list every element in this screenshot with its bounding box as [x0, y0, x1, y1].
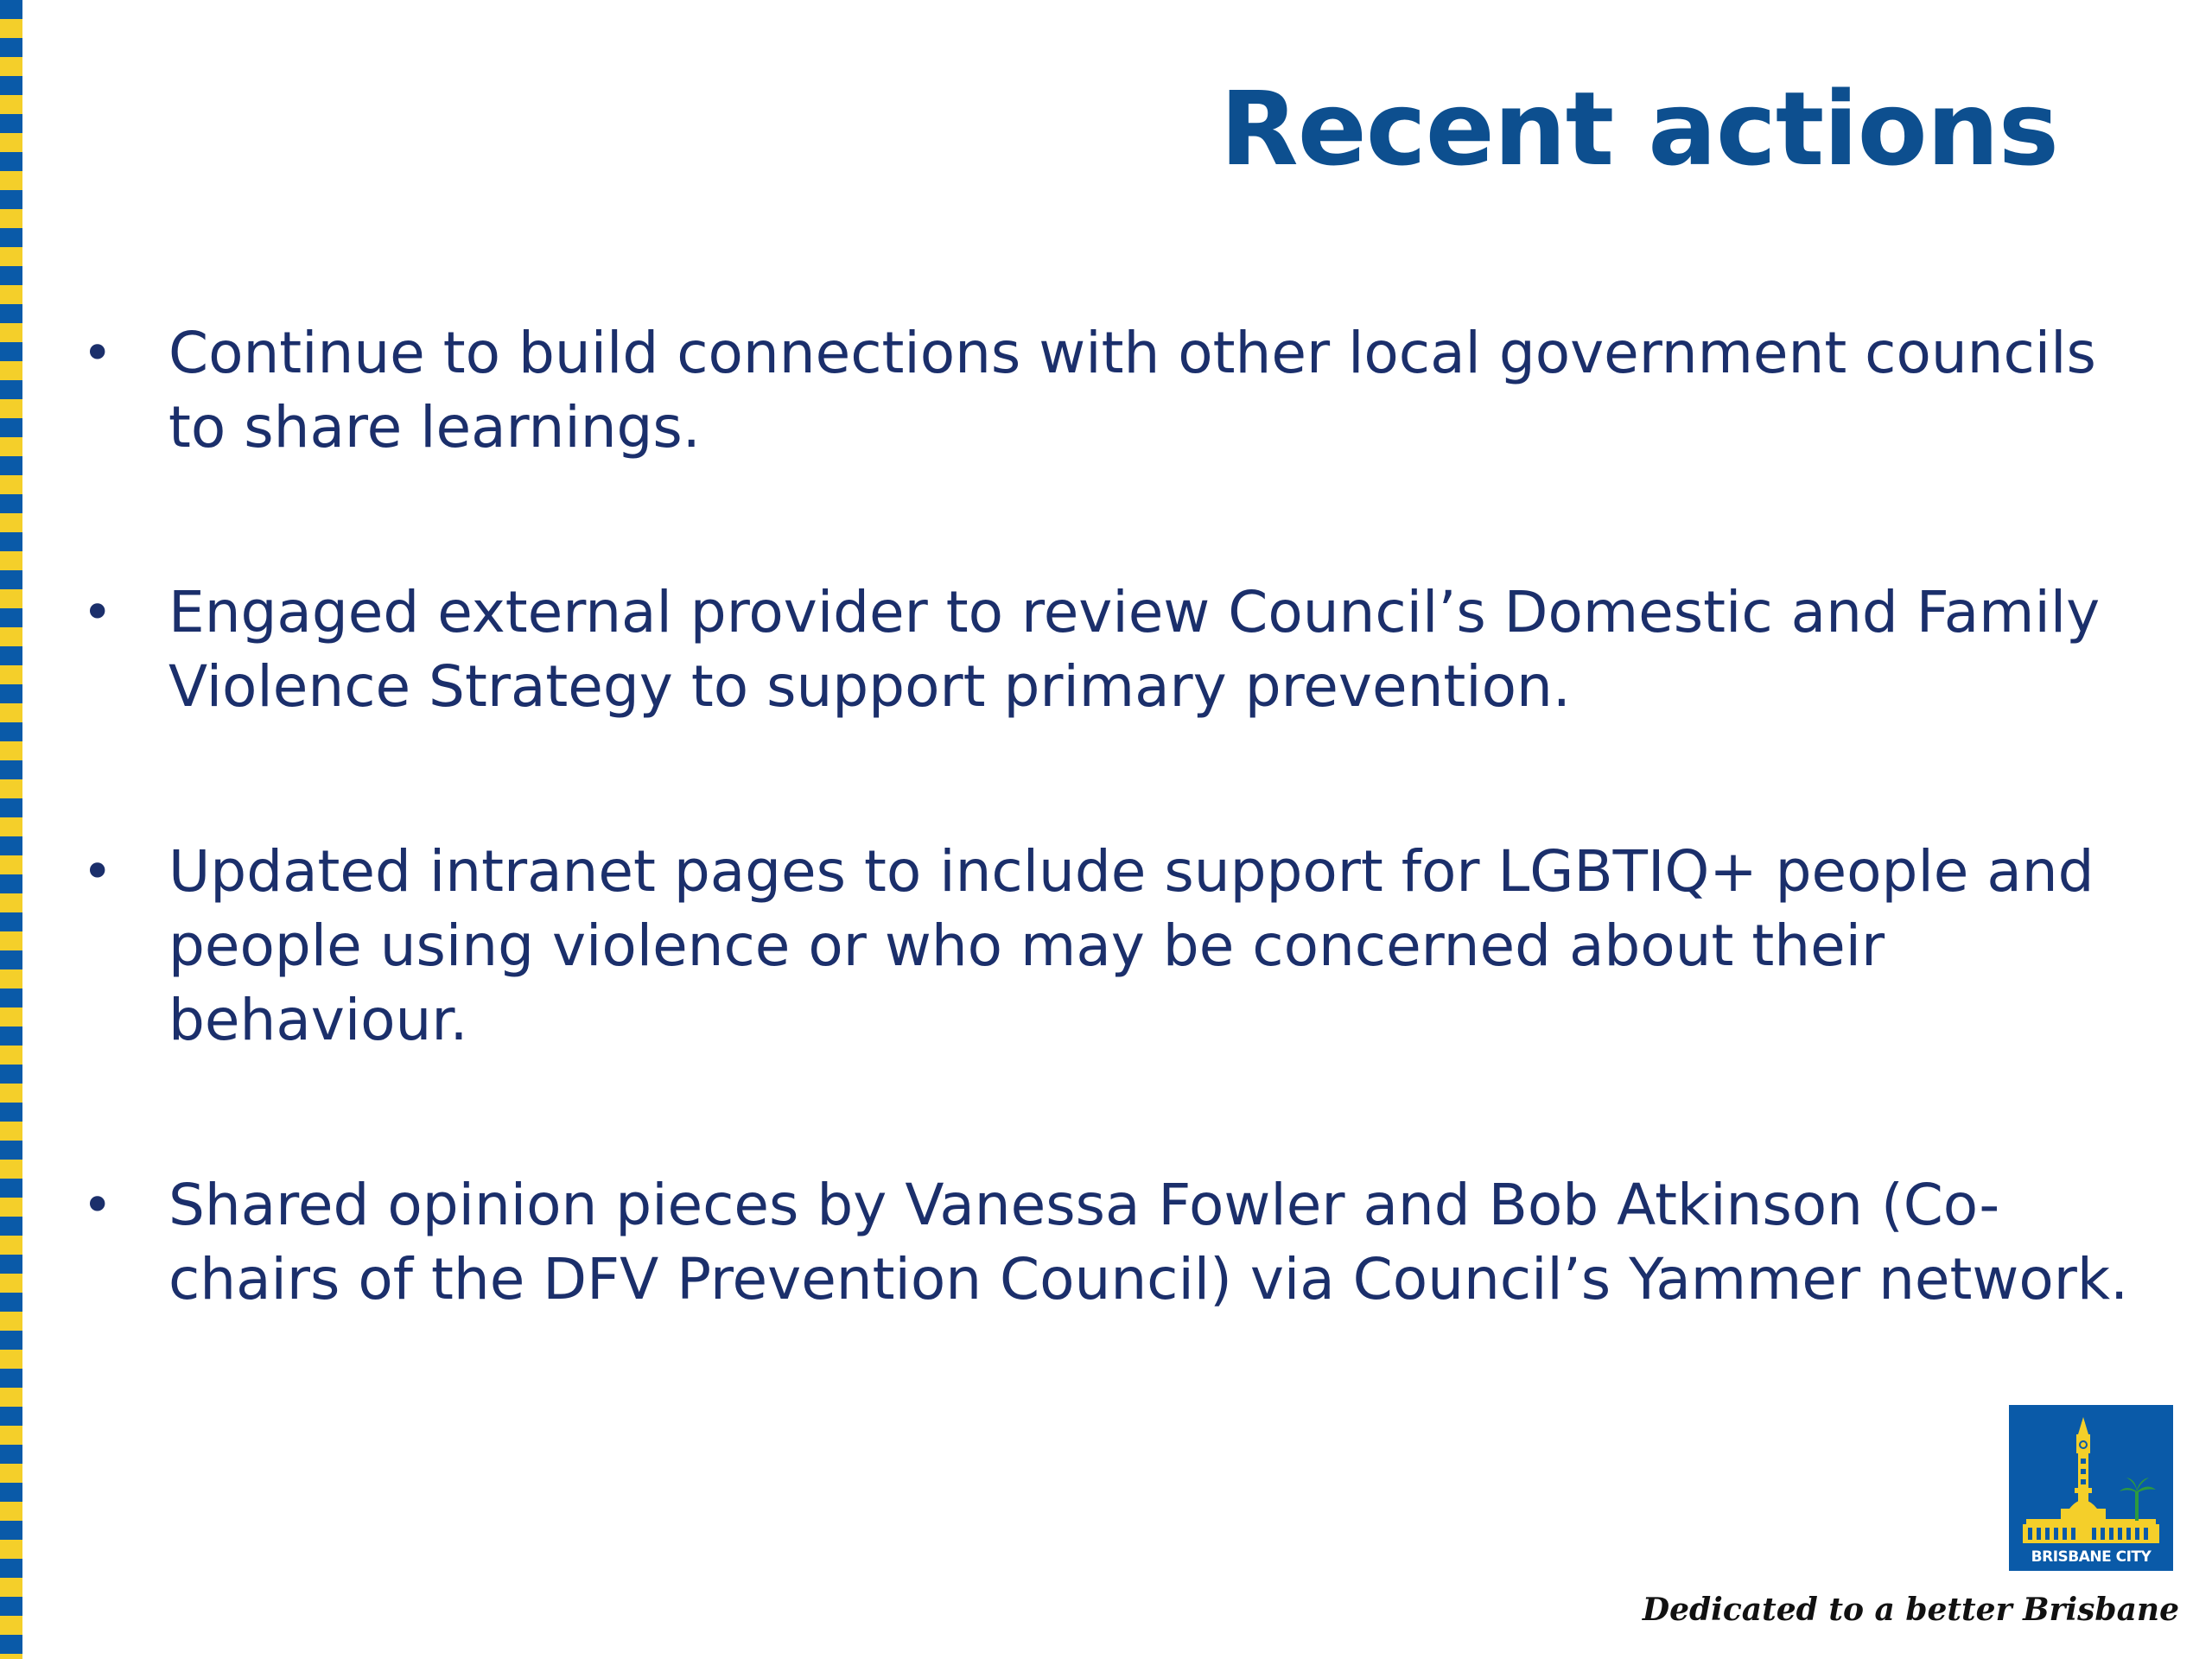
left-stripe-decoration — [0, 0, 22, 1659]
logo-label: BRISBANE CITY — [2031, 1548, 2152, 1566]
bullet-item — [82, 1168, 2139, 1317]
bullet-marker: • — [82, 842, 113, 902]
bullet-list — [82, 316, 2139, 1427]
bullet-item — [82, 835, 2139, 1058]
bullet-text: Continue to build connections with other local government councils to share learnings. — [168, 320, 2096, 461]
bullet-text: Engaged external provider to review Council’s Domestic and Family Violence Strategy to support primary prevention. — [168, 579, 2101, 720]
bullet-item — [82, 316, 2139, 465]
city-hall-icon — [2009, 1405, 2173, 1571]
bullet-item — [82, 575, 2139, 724]
bullet-marker: • — [82, 582, 113, 643]
bullet-text: Updated intranet pages to include support for LGBTIQ+ people and people using violence or who may be concerned about their behaviour. — [168, 838, 2094, 1053]
tagline: Dedicated to a better Brisbane — [1642, 1592, 2179, 1628]
bullet-text: Shared opinion pieces by Vanessa Fowler and Bob Atkinson (Co-chairs of the DFV Prevention Council) via Council’s Yammer network. — [168, 1172, 2129, 1313]
brisbane-city-logo — [2009, 1405, 2173, 1571]
slide-title: Recent actions — [1219, 69, 2058, 188]
bullet-marker: • — [82, 1175, 113, 1236]
bullet-marker: • — [82, 323, 113, 384]
